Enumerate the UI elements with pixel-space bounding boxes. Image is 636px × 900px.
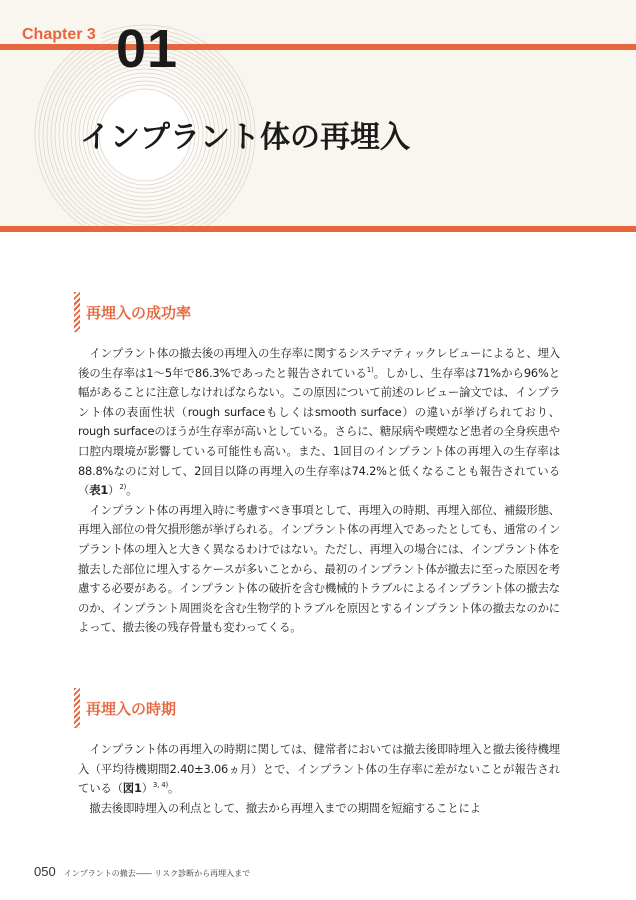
page-number: 050: [34, 864, 56, 879]
paragraph: インプラント体の再埋入の時期に関しては、健常者においては撤去後即時埋入と撤去後待機埋入（平均待機期間2.40±3.06ヵ月）とで、インプラント体の生存率に差がないことが報告されている（図1）$^{3, 4)}$。: [78, 742, 560, 796]
reference: 3, 4): [152, 781, 168, 790]
running-title: インプラントの撤去―― リスク診断から再埋入まで: [63, 869, 251, 878]
figure-reference: 図1: [122, 781, 142, 796]
chapter-header: [0, 0, 636, 232]
reference: 2): [119, 483, 127, 492]
section-marker: [74, 292, 80, 332]
bottom-accent-stripe: [0, 226, 636, 232]
section-body-success-rate: [78, 344, 560, 638]
section-heading-text: 再埋入の時期: [86, 699, 177, 718]
section-heading-timing: [74, 688, 176, 728]
section-marker: [74, 688, 80, 728]
chapter-label: Chapter 3: [22, 26, 102, 44]
paragraph: 撤去後即時埋入の利点として、撤去から再埋入までの期間を短縮することによ: [89, 800, 481, 815]
section-heading-text: 再埋入の成功率: [86, 303, 192, 322]
table-reference: 表1: [89, 483, 109, 498]
section-heading-success-rate: [74, 292, 191, 332]
paragraph: インプラント体の撤去後の再埋入の生存率に関するシステマティックレビューによると、埋入後の生存率は1〜5年で86.3%であったと報告されている$^{1)}$。しかし、生存率は71%から96%と幅があることに注意しなければならない。この原因について前述のレビュー論文では、インプラント体の表面性状（rough surfaceもしくはsmooth surface）の違いが挙げられており、rough surfaceのほうが生存率が高いとしている。さらに、糖尿病や喫煙など患者の全身疾患や口腔内環境が影響している可能性も高い。また、1回目のインプラント体の再埋入の生存率は88.8%なのに対して、2回目以降の再埋入の生存率は74.2%と低くなることも報告されている（表1）$^{2)}$。: [78, 346, 560, 498]
section-body-timing: [78, 740, 560, 818]
paragraph: インプラント体の再埋入時に考慮すべき事項として、再埋入の時期、再埋入部位、補綴形態、再埋入部位の骨欠損形態が挙げられる。インプラント体の再埋入であったとしても、通常のインプラント体の埋入と大きく異なるわけではない。ただし、再埋入の場合には、インプラント体を撤去した部位に埋入するケースが多いことから、最初のインプラント体が撤去に至った原因を考慮する必要がある。インプラント体の破折を含む機械的トラブルによるインプラント体の撤去なのか、インプラント周囲炎を含む生物学的トラブルを原因とするインプラント体の撤去なのかによって、撤去後の残存骨量も変わってくる。: [78, 502, 560, 635]
page-title: インプラント体の再埋入: [80, 120, 410, 155]
page-footer: [34, 864, 250, 879]
top-accent-stripe: [0, 44, 636, 50]
reference: 1): [366, 365, 374, 374]
chapter-number: 01: [116, 19, 179, 79]
